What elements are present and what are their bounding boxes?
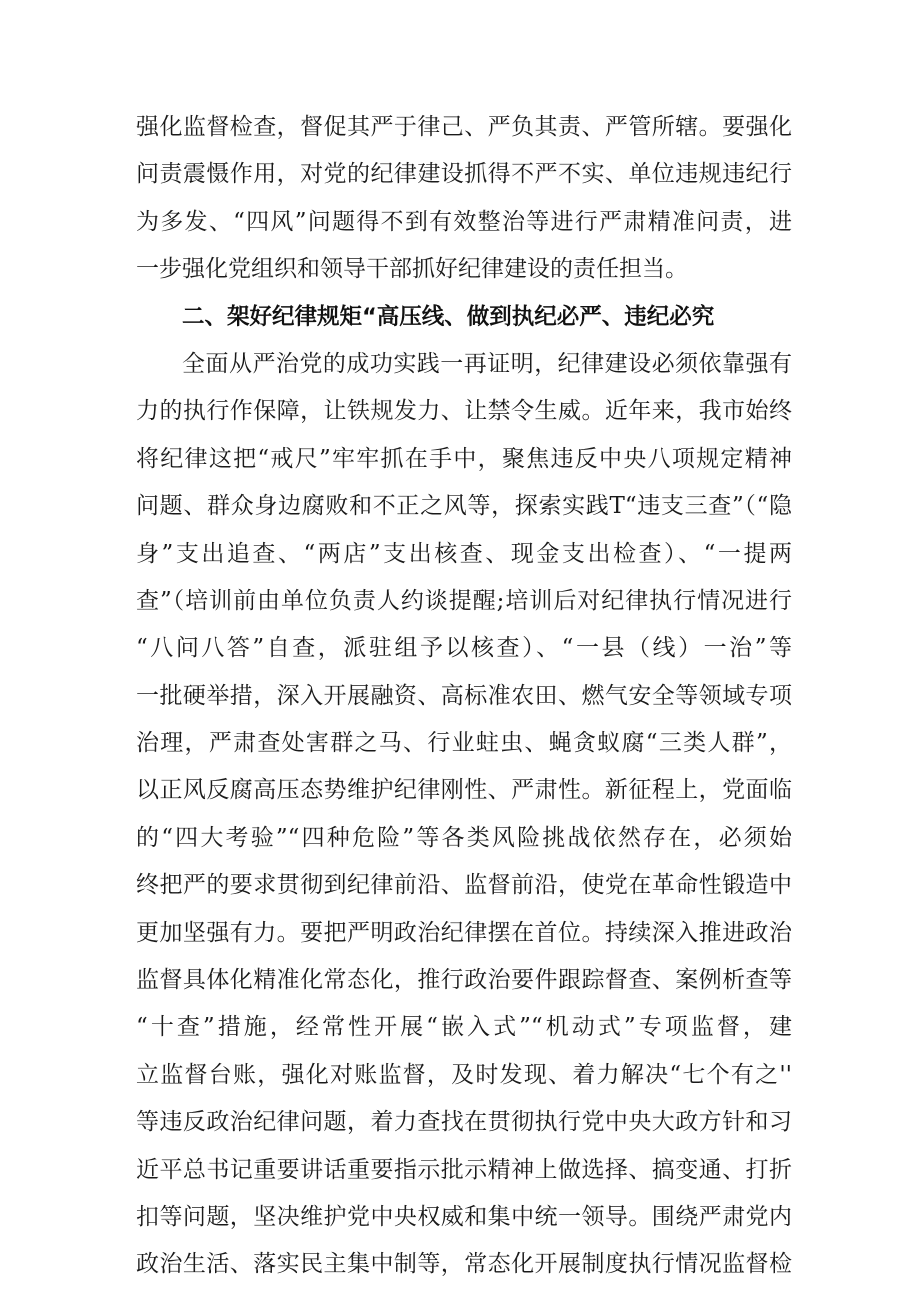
- text-line: 一步强化党组织和领导干部抓好纪律建设的责任担当。: [136, 256, 688, 283]
- text-line: 为多发、“四风”问题得不到有效整治等进行严肃精准问责，进: [136, 208, 792, 235]
- text-line: 更加坚强有力。要把严明政治纪律摆在首位。持续深入推进政治: [136, 919, 792, 946]
- text-line: 将纪律这把“戒尺”牢牢抓在手中，聚焦违反中央八项规定精神: [136, 445, 792, 472]
- text-line: 问题、群众身边腐败和不正之风等，探索实践T“违支三查”（“隐: [136, 493, 792, 520]
- text-line: 强化监督检查，督促其严于律己、严负其责、严管所辖。要强化: [136, 114, 792, 140]
- text-line: 扣等问题，坚决维护党中央权威和集中统一领导。围绕严肃党内: [136, 1203, 792, 1230]
- text-line: “十查”措施，经常性开展“嵌入式”“机动式”专项监督，建: [136, 1014, 792, 1041]
- text-line: 问责震慑作用，对党的纪律建设抓得不严不实、单位违规违纪行: [136, 161, 792, 188]
- text-line: 监督具体化精准化常态化，推行政治要件跟踪督查、案例析查等: [136, 967, 792, 994]
- text-line: 立监督台账，强化对账监督，及时发现、着力解决“七个有之'': [136, 1061, 792, 1088]
- text-line: 力的执行作保障，让铁规发力、让禁令生威。近年来，我市始终: [136, 398, 792, 425]
- section-heading: 二、架好纪律规矩“高压线、做到执纪必严、违纪必究: [182, 303, 715, 330]
- text-line: 近平总书记重要讲话重要指示批示精神上做选择、搞变通、打折: [136, 1156, 792, 1183]
- document-body: [136, 104, 792, 1289]
- text-line: “八问八答”自查，派驻组予以核查）、“一县（线）一治”等: [136, 635, 792, 662]
- text-line: 政治生活、落实民主集中制等，常态化开展制度执行情况监督检: [136, 1251, 792, 1278]
- text-line: 治理，严肃查处害群之马、行业蛀虫、蝇贪蚁腐“三类人群”，: [136, 730, 792, 757]
- text-line: 终把严的要求贯彻到纪律前沿、监督前沿，使党在革命性锻造中: [136, 872, 792, 899]
- text-line: 以正风反腐高压态势维护纪律刚性、严肃性。新征程上，党面临: [136, 777, 792, 804]
- text-line: 查”（培训前由单位负责人约谈提醒;培训后对纪律执行情况进行: [136, 587, 792, 614]
- text-line: 一批硬举措，深入开展融资、高标准农田、燃气安全等领域专项: [136, 682, 792, 709]
- text-line: 的“四大考验”“四种危险”等各类风险挑战依然存在，必须始: [136, 824, 792, 851]
- text-line: 身”支出追查、“两店”支出核查、现金支出检查）、“一提两: [136, 540, 792, 567]
- text-line: 等违反政治纪律问题，着力查找在贯彻执行党中央大政方针和习: [136, 1109, 792, 1136]
- text-line: 全面从严治党的成功实践一再证明，纪律建设必须依靠强有: [182, 350, 792, 377]
